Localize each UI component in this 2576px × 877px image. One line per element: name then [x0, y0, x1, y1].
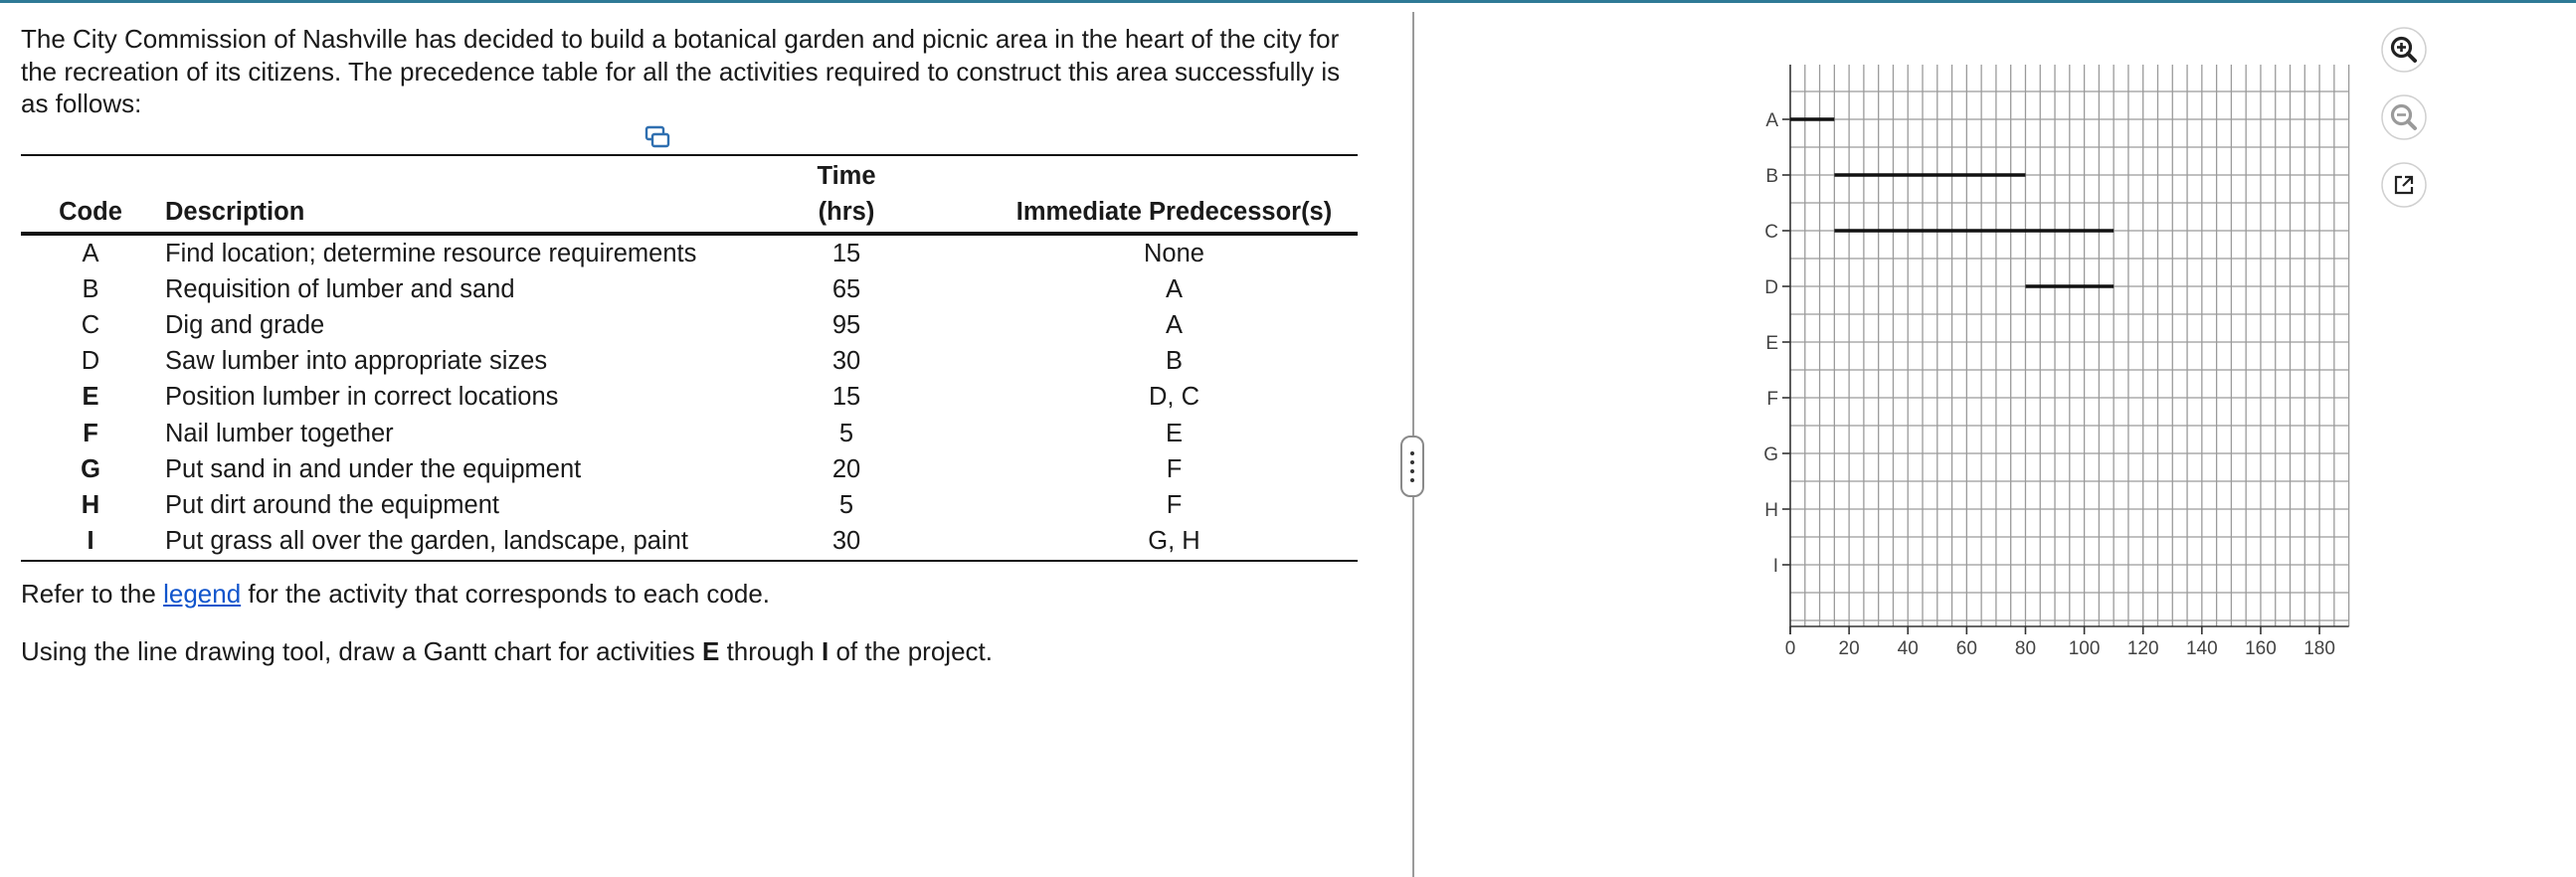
activity-time: 30 — [702, 524, 991, 561]
x-tick-label: 60 — [1955, 638, 1977, 659]
activity-predecessor: D, C — [1149, 383, 1199, 412]
instruction-suffix: of the project. — [828, 636, 993, 666]
instruction-bold-e: E — [702, 636, 720, 666]
table-row — [21, 416, 1358, 451]
activity-time: 95 — [831, 310, 861, 339]
table-row — [21, 344, 1358, 380]
activity-time: 15 — [831, 383, 861, 412]
x-tick-label: 20 — [1838, 638, 1860, 659]
table-row — [21, 234, 1358, 271]
time-header-line1: Time — [702, 155, 991, 192]
zoom-in-button[interactable] — [2379, 25, 2429, 75]
table-row — [21, 524, 1358, 561]
y-category-label: B — [1765, 166, 1778, 187]
activity-predecessor: G, H — [991, 524, 1358, 561]
activity-time: 15 — [831, 239, 861, 267]
activity-description: Put sand in and under the equipment — [165, 454, 582, 483]
zoom-out-button[interactable] — [2379, 92, 2429, 142]
popout-icon — [2379, 160, 2429, 210]
x-tick-label: 40 — [1897, 638, 1919, 659]
activity-predecessor: F — [1166, 454, 1183, 483]
predecessors-header: Immediate Predecessor(s) — [991, 192, 1358, 234]
activity-code: B — [82, 274, 99, 303]
activity-description: Find location; determine resource requirements — [165, 239, 697, 267]
activity-predecessor: A — [1165, 274, 1183, 303]
popout-button[interactable] — [2379, 160, 2429, 210]
activity-code: C — [81, 310, 100, 339]
activity-code: F — [83, 419, 98, 447]
x-tick-label: 140 — [2185, 638, 2218, 659]
activity-time: 30 — [831, 347, 861, 376]
x-tick-label: 100 — [2068, 638, 2101, 659]
y-category-label: C — [1764, 222, 1778, 243]
instruction-middle: through — [719, 636, 822, 666]
copy-table-icon[interactable] — [644, 125, 670, 149]
activity-description: Put dirt around the equipment — [165, 490, 499, 519]
y-category-label: I — [1772, 556, 1778, 577]
activity-predecessor: F — [1166, 490, 1183, 519]
y-category-label: G — [1763, 444, 1778, 465]
activity-description: Put grass all over the garden, landscape, paint — [160, 524, 702, 561]
table-row — [21, 487, 1358, 523]
y-category-label: F — [1766, 389, 1778, 410]
intro-text: The City Commission of Nashville has decided to build a botanical garden and picnic area in the heart of the city for the recreation of its citizens. The precedence table for all the activities required to construct this area successfully is as follows: — [21, 24, 1341, 118]
x-tick-label: 80 — [2014, 638, 2037, 659]
activity-predecessor: E — [1165, 419, 1183, 447]
instruction-prefix: Using the line drawing tool, draw a Gantt chart for activities — [21, 636, 702, 666]
table-row — [21, 451, 1358, 487]
activity-time: 20 — [831, 454, 861, 483]
zoom-out-icon — [2379, 92, 2429, 142]
gantt-chart-graph[interactable] — [1731, 50, 2367, 686]
activity-description: Saw lumber into appropriate sizes — [165, 347, 548, 376]
activity-description: Position lumber in correct locations — [165, 383, 559, 412]
activity-code: A — [82, 239, 99, 267]
refer-text — [21, 579, 770, 610]
activity-code: E — [82, 383, 99, 412]
activity-predecessor: A — [1165, 310, 1183, 339]
activity-code: D — [81, 347, 100, 376]
x-tick-label: 120 — [2126, 638, 2159, 659]
description-header: Description — [160, 192, 702, 234]
activity-description: Dig and grade — [165, 310, 325, 339]
activity-time: 5 — [838, 419, 854, 447]
instruction-bold-i: I — [821, 636, 829, 666]
zoom-in-icon — [2379, 25, 2429, 75]
activity-predecessor: B — [1165, 347, 1183, 376]
time-header-line2: (hrs) — [702, 192, 991, 234]
pane-resize-handle[interactable] — [1400, 436, 1424, 497]
legend-link[interactable]: legend — [163, 579, 242, 609]
refer-suffix: for the activity that corresponds to each code. — [241, 579, 771, 609]
y-category-label: D — [1764, 277, 1778, 298]
y-category-label: H — [1764, 500, 1778, 521]
table-row — [21, 380, 1358, 416]
activity-code: I — [21, 524, 160, 561]
precedence-table — [21, 154, 1358, 562]
activity-code: H — [81, 490, 100, 519]
activity-description: Requisition of lumber and sand — [165, 274, 515, 303]
activity-time: 5 — [838, 490, 854, 519]
activity-description: Nail lumber together — [165, 419, 394, 447]
code-header: Code — [21, 192, 160, 234]
y-category-label: E — [1765, 333, 1778, 354]
x-tick-label: 160 — [2245, 638, 2277, 659]
activity-code: G — [81, 454, 100, 483]
table-row — [21, 271, 1358, 307]
x-tick-label: 0 — [1784, 638, 1796, 659]
activity-predecessor: None — [1144, 239, 1204, 267]
y-category-label: A — [1765, 110, 1778, 131]
refer-prefix: Refer to the — [21, 579, 164, 609]
table-row — [21, 307, 1358, 343]
activity-time: 65 — [831, 274, 861, 303]
instruction-text — [21, 636, 993, 667]
x-tick-label: 180 — [2303, 638, 2335, 659]
